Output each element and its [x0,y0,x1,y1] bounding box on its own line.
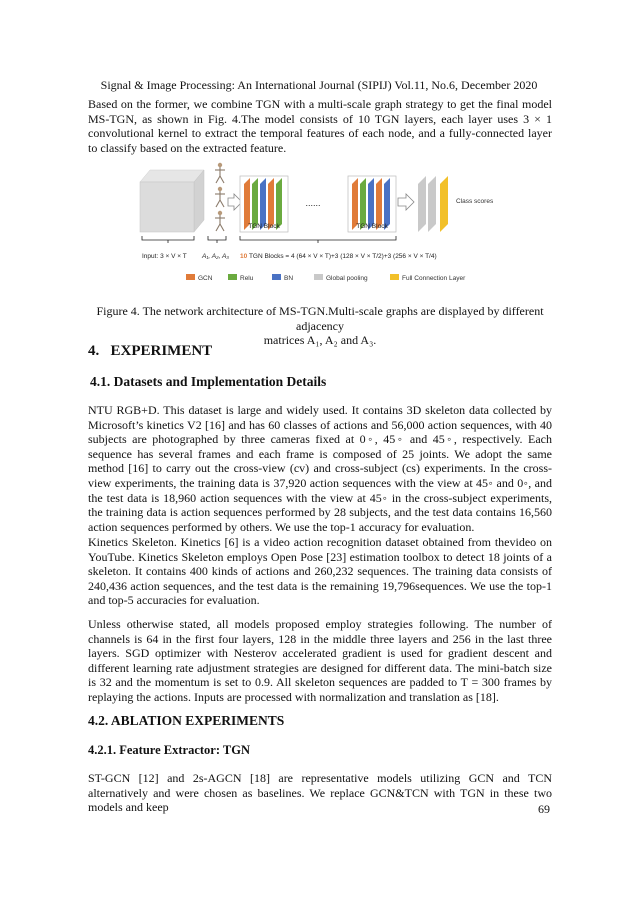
subsection-heading-4-2: 4.2. ABLATION EXPERIMENTS [88,713,285,728]
pooling-fc-layers [418,176,448,232]
tgn-block-1 [240,176,288,232]
input-volume [140,170,204,232]
subsubsection-heading-4-2-1: 4.2.1. Feature Extractor: TGN [88,743,250,757]
legend-bn: BN [284,275,294,282]
section-title: EXPERIMENT [110,343,213,359]
tgn-paragraph [88,771,552,815]
legend-gcn: GCN [198,275,213,282]
intro-paragraph [88,97,552,155]
tgn-block-2-label: TGN Block [356,223,388,230]
kinetics-text: Kinetics Skeleton. Kinetics [6] is a video action recognition dataset obtained from thevideo on YouTube. Kinetics Skeleton employs Open Pose [23] estimation toolbox to detect 18 joints of a skeleton. It contains 400 kinds of actions and 260,232 sequences. The training data consists of 240,436 action sequences, and the test data is the remaining 19,796sequences. We use the top-1 and top-5 accuracies for evaluation. [88,535,552,608]
caption-line-2: matrices A₁, A₂ and A₃. [263,333,377,348]
skeleton-graph-icons [215,163,225,231]
legend-full-connection: Full Connection Layer [402,275,466,282]
arrow-icon [398,194,414,210]
tgn-block-1-label: TGN Block [248,223,280,230]
implementation-text: Unless otherwise stated, all models proposed employ strategies following. The number of channels is 64 in the first four layers, 128 in the middle three layers and 256 in the last three layers. SGD optimizer with Nesterov accelerated gradient is used for gradient descent and different learning rate adjustment strategies are designed for different data. The mini-batch size is 32 and the momentum is set to 0.9. All skeleton sequences are padded to T = 300 frames by replaying the actions. Inputs are processed with normalization and translation as [18]. [88,617,552,704]
section-heading-experiment [88,343,212,360]
legend-relu: Relu [240,275,254,282]
journal-header: Signal & Image Processing: An International Journal (SIPIJ) Vol.11, No.6, December 2020 [100,78,538,92]
implementation-paragraph [88,617,552,705]
ellipsis: ...... [305,198,321,208]
input-label: Input: 3 × V × T [142,253,187,260]
brace-marks [142,236,396,243]
section-number: 4. [88,343,100,359]
figure-caption [88,304,552,348]
tgn-blocks-formula-text: TGN Blocks = 4 (64 × V × T)+3 (128 × V × T/2)+3 (256 × V × T/4) [248,253,437,260]
subsection-heading-4-1: 4.1. Datasets and Implementation Details [90,374,327,389]
tgn-blocks-formula [240,253,437,260]
caption-line-1: Figure 4. The network architecture of MS-TGN.Multi-scale graphs are displayed by different adjacency [96,304,544,333]
page-number: 69 [538,802,550,816]
tgn-blocks-count: 10 [240,253,248,260]
adjacency-label: A₁, A₂, A₃ [202,253,229,260]
tgn-text: ST-GCN [12] and 2s-AGCN [18] are representative models utilizing GCN and TCN alternatively and were chosen as baselines. We replace GCN&TCN with TGN in these two models and keep [88,771,552,815]
class-scores-label: Class scores [456,198,494,205]
figure-legend [186,274,466,282]
ntu-text: NTU RGB+D. This dataset is large and widely used. It contains 3D skeleton data collected by Microsoft’s kinetics V2 [16] and has 60 classes of actions and 56,000 action sequences, with 40 subjects are photographed by three cameras fixed at 0◦, 45◦ and 45◦, respectively. Each sequence has several frames and each frame is composed of 25 joints. We adopt the same method [16] to carry out the cross-view (cv) and cross-subject (cs) experiments. In the cross-view experiments, the training data is 37,920 action sequences with the view at 45◦ and 0◦, and the test data is 18,960 action sequences with the view at 45◦ in the cross-subject experiments, the training data is action sequences performed by 28 subjects, and the test data contains 16,560 action sequences performed by others. We use the top-1 accuracy for evaluation. [88,403,552,534]
legend-global-pooling: Global pooling [326,275,368,282]
ntu-paragraph [88,403,552,534]
tgn-block-2 [348,176,396,232]
kinetics-paragraph [88,535,552,608]
figure-4-diagram [128,160,518,288]
intro-text: Based on the former, we combine TGN with a multi-scale graph strategy to get the final model MS-TGN, as shown in Fig. 4.The model consists of 10 TGN layers, each layer uses 3 × 1 convolutional kernel to extract the temporal features of each node, and a fully-connected layer to classify based on the extracted feature. [88,97,552,155]
